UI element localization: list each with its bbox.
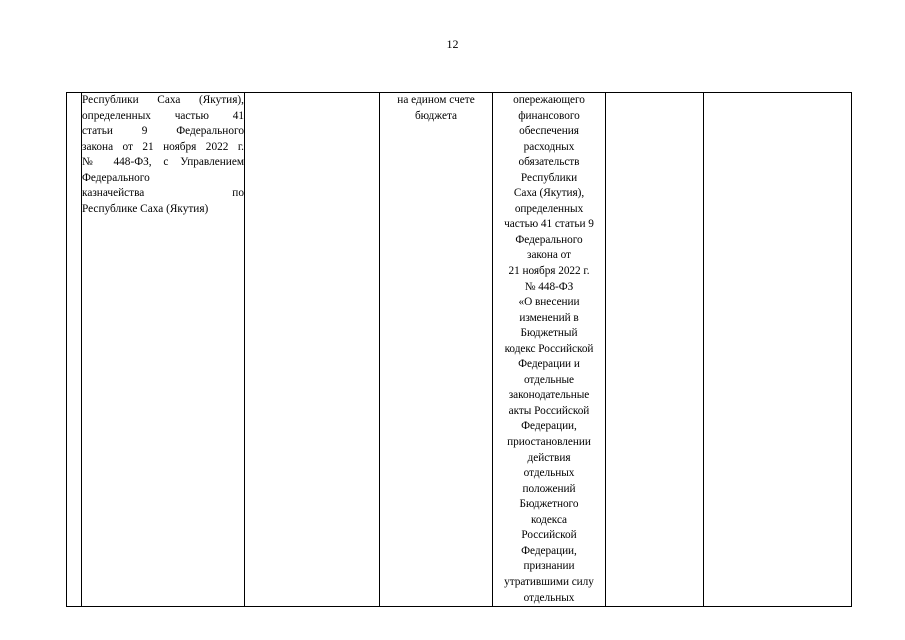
text-line: утратившими силу [504,575,594,588]
text-line: отдельных [523,467,575,480]
table-cell-col5 [493,93,606,607]
text-line: Республике Саха (Якутия) [82,202,209,215]
text-line: бюджета [414,109,458,122]
text-line: частью 41 статьи 9 [504,218,594,231]
text-line: Федерации, [521,544,577,557]
text-line: казначейства по [82,187,244,200]
text-line: приостановлении [507,436,591,449]
text-line: закона от 21 ноября 2022 г. [82,140,244,153]
text-line: Федерации и [518,358,580,371]
text-line: Саха (Якутия), [513,187,585,200]
text-line: кодекс Российской [504,342,594,355]
text-line: Бюджетный [520,327,578,340]
text-line: признании [523,560,575,573]
text-line: 21 ноября 2022 г. [508,265,590,278]
table-cell-col3 [245,93,380,607]
text-line: действия [527,451,571,464]
text-line: обеспечения [519,125,579,138]
text-line: финансового [518,109,580,122]
text-line: определенных частью 41 [82,109,244,122]
table-cell-col2 [82,93,245,607]
text-line: кодекса [530,513,568,526]
document-table [66,92,852,607]
text-line: расходных [523,140,575,153]
cell-text-col2 [82,93,244,217]
text-line: Федерального [515,233,583,246]
table-cell-col1 [67,93,82,607]
text-line: Республики Саха (Якутия), [82,94,244,106]
text-line: опережающего [513,94,585,106]
text-line: законодательные [508,389,590,402]
text-line: закона от [527,249,571,262]
text-line: Республики [520,171,578,184]
table-cell-col6 [606,93,704,607]
text-line: отдельных [523,591,575,604]
table-cell-col7 [704,93,852,607]
text-line: № 448-ФЗ [524,280,574,293]
table-cell-col4 [380,93,493,607]
cell-text-col4 [380,93,492,124]
text-line: положений [522,482,576,495]
text-line: № 448-ФЗ, с Управлением [82,156,244,169]
text-line: «О внесении [518,296,580,309]
table-row [67,93,852,607]
text-line: обязательств [518,156,580,169]
text-line: изменений в [519,311,579,324]
text-line: отдельные [523,373,575,386]
text-line: статьи 9 Федерального [82,125,244,138]
text-line: Бюджетного [519,498,579,511]
text-line: определенных [514,202,584,215]
text-line: на едином счете [397,94,475,106]
page-number: 12 [446,37,459,51]
text-line: Федерации, [521,420,577,433]
text-line: Федерального [82,171,150,184]
cell-text-col5 [493,93,605,606]
text-line: акты Российской [508,404,590,417]
text-line: Российской [521,529,577,542]
